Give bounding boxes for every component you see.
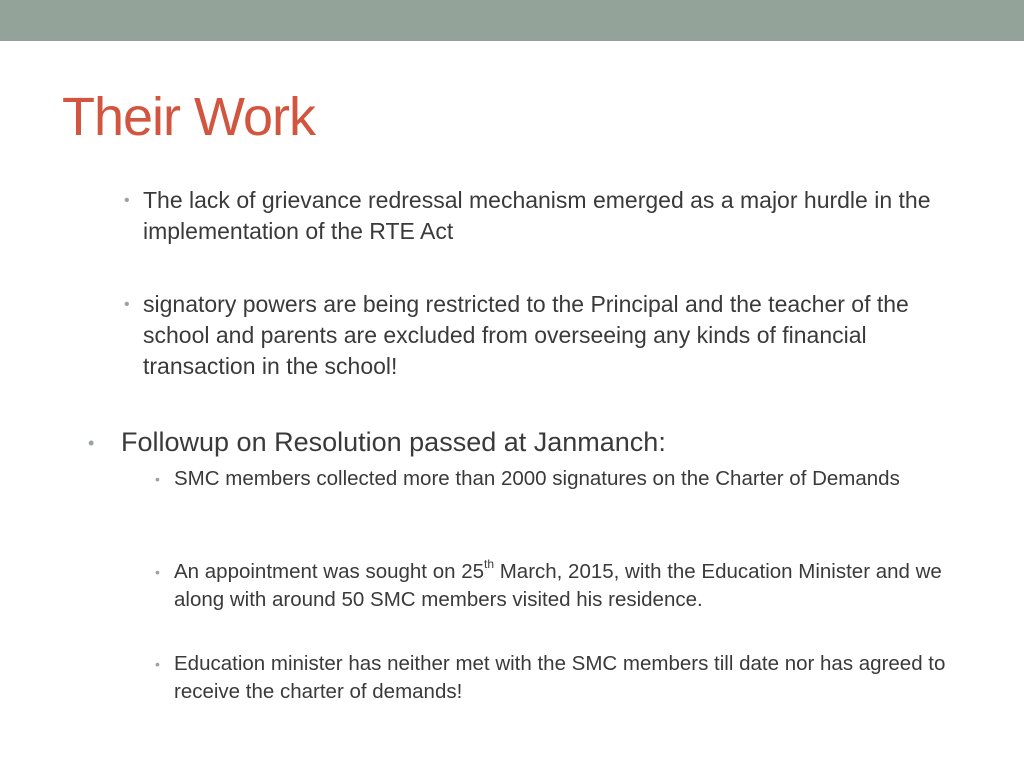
bullet-text: Followup on Resolution passed at Janmanch: [121, 427, 666, 457]
bullet-dot-icon: • [155, 564, 160, 580]
top-accent-band [0, 0, 1024, 41]
bullet-text-after: March, 2015, with the Education Minister and we along with around 50 SMC members visited his residence. [174, 560, 942, 611]
bullet-grievance-mechanism [124, 185, 973, 247]
date-ordinal-superscript: th [484, 557, 495, 572]
sub-bullet-appointment [155, 557, 974, 614]
bullet-text-before: An appointment was sought on 25 [174, 560, 484, 583]
bullet-text: signatory powers are being restricted to the Principal and the teacher of the school and parents are excluded from overseeing any kinds of financial transaction in the school! [143, 291, 909, 379]
bullet-dot-icon: • [88, 433, 95, 453]
bullet-text: SMC members collected more than 2000 signatures on the Charter of Demands [174, 467, 900, 490]
sub-bullet-minister-response [155, 650, 974, 706]
bullet-dot-icon: • [124, 296, 130, 313]
bullet-dot-icon: • [124, 192, 130, 209]
bullet-followup-resolution [88, 425, 981, 459]
bullet-signatory-powers [124, 289, 973, 382]
bullet-text: The lack of grievance redressal mechanism emerged as a major hurdle in the implementation of the RTE Act [143, 187, 931, 244]
slide-title: Their Work [62, 87, 316, 147]
bullet-dot-icon: • [155, 656, 160, 672]
bullet-dot-icon: • [155, 471, 160, 487]
sub-bullet-signatures [155, 465, 974, 493]
bullet-text: Education minister has neither met with the SMC members till date nor has agreed to receive the charter of demands! [174, 652, 946, 703]
